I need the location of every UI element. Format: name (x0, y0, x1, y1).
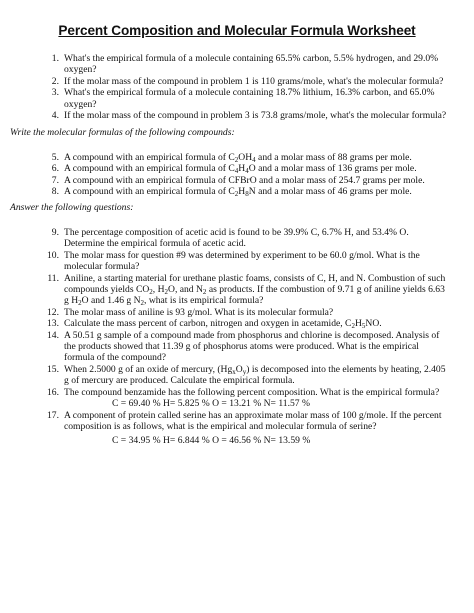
question-number: 11. (47, 272, 59, 284)
question-number: 16. (47, 386, 59, 398)
subscript: y (242, 367, 247, 376)
instruction-molecular: Write the molecular formulas of the following compounds: (10, 127, 235, 138)
question-text: Calculate the mass percent of carbon, nitrogen and oxygen in acetamide, C (64, 318, 352, 330)
subscript: 5 (361, 322, 366, 331)
subscript: 2 (140, 299, 145, 308)
question-17 (30, 410, 450, 447)
question-text: A compound with an empirical formula of CFBrO and a molar mass of 254.7 grams per mole. (64, 174, 425, 186)
question-10 (30, 250, 450, 273)
subscript: 4 (234, 167, 239, 176)
question-number: 12. (47, 306, 59, 318)
formula-part: N (248, 186, 256, 198)
question-text: NO. (365, 318, 382, 330)
question-4 (37, 110, 447, 121)
question-number: 1. (51, 53, 59, 64)
subscript: 8 (245, 190, 249, 199)
question-number: 4. (51, 110, 59, 122)
question-7 (37, 175, 447, 186)
question-8 (37, 186, 447, 197)
question-text: The molar mass for question #9 was determined by experiment to be 60.0 g/mol. What is the molecular formula? (64, 249, 420, 273)
question-14 (30, 330, 450, 364)
page-title: Percent Composition and Molecular Formula Worksheet (58, 23, 416, 38)
question-text-pre: A compound with an empirical formula of C (64, 186, 235, 198)
question-number: 6. (51, 163, 59, 175)
question-number: 2. (51, 75, 59, 87)
question-12 (30, 307, 450, 318)
question-5 (37, 152, 447, 163)
formula-part: O (248, 163, 256, 175)
question-number: 17. (47, 409, 59, 421)
question-3 (37, 87, 447, 110)
question-text-post: and a molar mass of 46 grams per mole. (255, 186, 412, 198)
question-text: The molar mass of aniline is 93 g/mol. What is its molecular formula? (64, 306, 334, 318)
question-text: O (235, 363, 243, 375)
question-13 (30, 318, 450, 329)
question-text: as products. If the combustion of 9.71 g of aniline yields 6.63 g H (64, 284, 445, 307)
question-11 (30, 273, 450, 307)
formula-part: H (238, 186, 246, 198)
question-text-pre: A compound with an empirical formula of C (64, 163, 235, 175)
question-text: O and 1.46 g N (81, 295, 141, 307)
question-number: 15. (47, 363, 59, 375)
question-text-post: and a molar mass of 136 grams per mole. (255, 163, 417, 175)
formula-part: OH (238, 152, 253, 163)
subscript: 2 (78, 299, 82, 308)
subscript: 2 (234, 190, 239, 199)
question-9 (30, 227, 450, 250)
subscript: 2 (234, 156, 239, 164)
question-number: 8. (51, 186, 59, 198)
question-list-3 (30, 227, 450, 447)
question-number: 7. (51, 174, 59, 186)
question-text: When 2.5000 g of an oxide of mercury, (Hg (64, 363, 233, 375)
question-list-1 (37, 53, 447, 121)
question-1 (37, 53, 447, 76)
question-text: H (354, 318, 362, 330)
subscript: x (232, 367, 236, 376)
composition-values: C = 69.40 % H= 5.825 % O = 13.21 % N= 11.57 % (112, 398, 310, 410)
question-6 (37, 163, 447, 174)
question-text: , H (152, 284, 165, 296)
subscript: 2 (202, 288, 207, 297)
question-16 (30, 387, 450, 410)
subscript: 2 (149, 288, 153, 297)
question-text: Aniline, a starting material for urethane plastic foams, consists of C, H, and N. Combustion of such compounds yields CO (64, 272, 446, 296)
question-number: 9. (51, 227, 59, 238)
formula-part: H (238, 163, 246, 175)
question-text: A component of protein called serine has an approximate molar mass of 100 g/mole. If the percent composition is as follows, what is the empirical and molecular formula of serine? (64, 409, 442, 432)
question-text: If the molar mass of the compound in problem 1 is 110 grams/mole, what's the molecular formula? (64, 75, 444, 87)
subscript: 4 (252, 156, 256, 164)
question-15 (30, 364, 450, 387)
question-text: What's the empirical formula of a molecule containing 18.7% lithium, 16.3% carbon, and 65.0% oxygen? (64, 87, 435, 110)
question-text: The percentage composition of acetic acid is found to be 39.9% C, 6.7% H, and 53.4% O. Determine the empirical formula of acetic acid. (64, 227, 409, 250)
question-text-post: and a molar mass of 88 grams per mole. (255, 152, 412, 163)
question-text: , what is its empirical formula? (144, 295, 264, 307)
question-text: ) is decomposed into the elements by heating, 2.405 g of mercury are produced. Calculate the empirical formula. (64, 363, 446, 387)
question-list-2 (37, 152, 447, 198)
subscript: 2 (351, 322, 355, 331)
composition-values: C = 34.95 % H= 6.844 % O = 46.56 % N= 13.59 % (112, 435, 311, 447)
question-number: 13. (47, 318, 59, 330)
question-text: The compound benzamide has the following percent composition. What is the empirical formula? (64, 386, 440, 398)
question-text-pre: A compound with an empirical formula of C (64, 152, 235, 163)
question-text: If the molar mass of the compound in problem 3 is 73.8 grams/mole, what's the molecular formula? (64, 110, 447, 122)
question-number: 10. (47, 249, 59, 261)
question-text: A 50.51 g sample of a compound made from phosphorus and chlorine is decomposed. Analysis of the products showed that 11.39 g of phosphorus atoms were produced. What is the empirical formula of the compound? (64, 329, 440, 364)
question-number: 14. (47, 329, 59, 341)
subscript: 4 (245, 167, 249, 176)
question-number: 3. (51, 87, 59, 99)
question-number: 5. (51, 152, 59, 163)
question-text: What's the empirical formula of a molecule containing 65.5% carbon, 5.5% hydrogen, and 29.0% oxygen? (64, 53, 439, 76)
question-text: O, and N (168, 284, 203, 296)
question-2 (37, 76, 447, 87)
subscript: 2 (164, 288, 169, 297)
instruction-answer: Answer the following questions: (10, 202, 134, 213)
